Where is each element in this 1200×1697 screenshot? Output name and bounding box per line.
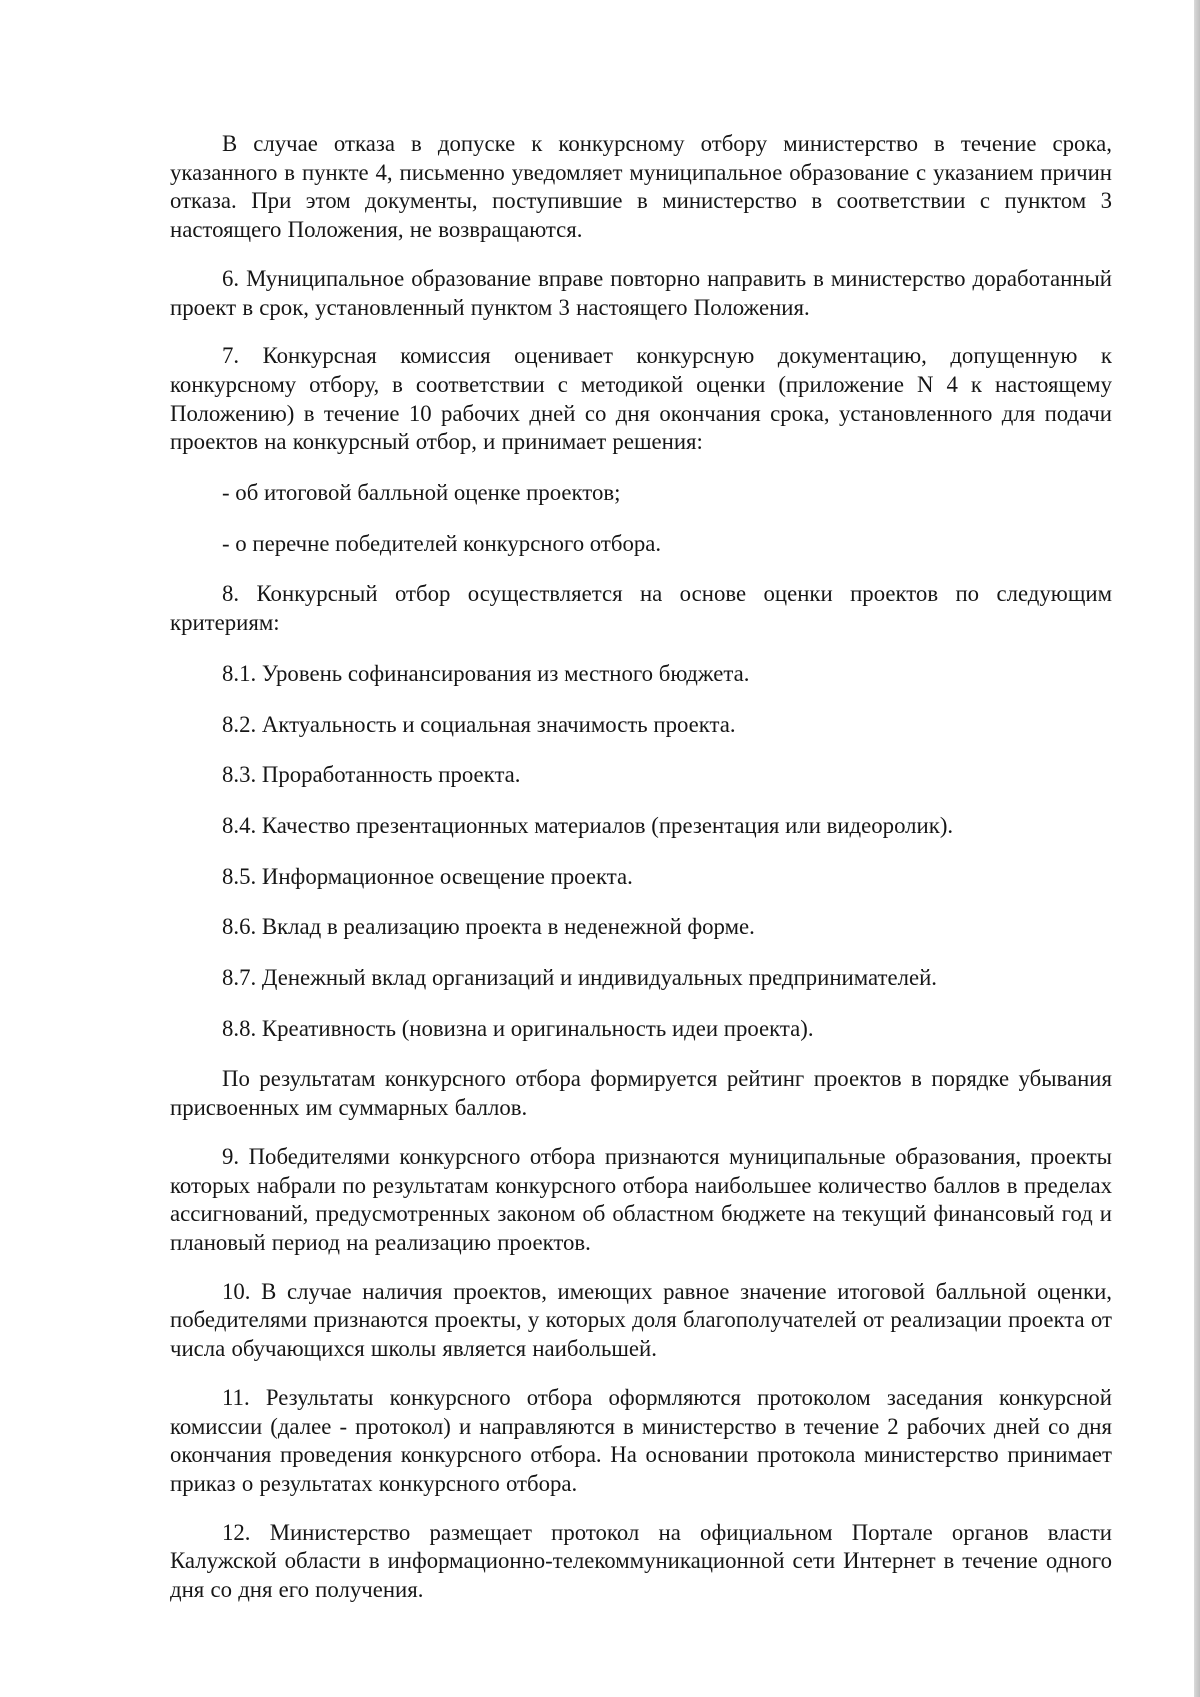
list-item-winners-list: - о перечне победителей конкурсного отбора. bbox=[222, 530, 662, 556]
paragraph-8-criteria-intro: 8. Конкурсный отбор осуществляется на основе оценки проектов по следующим критериям: bbox=[170, 581, 1112, 636]
paragraph-11-protocol: 11. Результаты конкурсного отбора оформляются протоколом заседания конкурсной комиссии (далее - протокол) и направляются в министерство в течение 2 рабочих дней со дня окончания проведения конкурсного отбора. На основании протокола министерство принимает приказ о результатах конкурсного отбора. bbox=[170, 1384, 1112, 1496]
criterion-8-3: 8.3. Проработанность проекта. bbox=[222, 762, 521, 788]
criterion-8-5: 8.5. Информационное освещение проекта. bbox=[222, 863, 633, 889]
criterion-8-7: 8.7. Денежный вклад организаций и индивидуальных предпринимателей. bbox=[222, 965, 937, 991]
criterion-8-1: 8.1. Уровень софинансирования из местного бюджета. bbox=[222, 660, 750, 686]
paragraph-refusal-notice: В случае отказа в допуске к конкурсному отбору министерство в течение срока, указанного в пункте 4, письменно уведомляет муниципальное образование с указанием причин отказа. При этом документы, поступившие в министерство в соответствии с пунктом 3 настоящего Положения, не возвращаются. bbox=[170, 131, 1112, 243]
criterion-8-6: 8.6. Вклад в реализацию проекта в неденежной форме. bbox=[222, 914, 755, 940]
criterion-8-8: 8.8. Креативность (новизна и оригинальность идеи проекта). bbox=[222, 1015, 814, 1041]
scan-edge-artifact bbox=[1194, 0, 1200, 1697]
list-item-final-score: - об итоговой балльной оценке проектов; bbox=[222, 480, 621, 506]
document-body bbox=[170, 130, 1112, 1605]
paragraph-9-winners: 9. Победителями конкурсного отбора признаются муниципальные образования, проекты которых набрали по результатам конкурсного отбора наибольшее количество баллов в пределах ассигнований, предусмотренных законом об областном бюджете на текущий финансовый год и плановый период на реализацию проектов. bbox=[170, 1143, 1112, 1255]
paragraph-7-commission-evaluation: 7. Конкурсная комиссия оценивает конкурсную документацию, допущенную к конкурсному отбору, в соответствии с методикой оценки (приложение N 4 к настоящему Положению) в течение 10 рабочих дней со дня окончания срока, установленного для подачи проектов на конкурсный отбор, и принимает решения: bbox=[170, 343, 1112, 455]
criterion-8-4: 8.4. Качество презентационных материалов (презентация или видеоролик). bbox=[222, 812, 954, 838]
criterion-8-2: 8.2. Актуальность и социальная значимость проекта. bbox=[222, 711, 736, 737]
paragraph-rating-formation: По результатам конкурсного отбора формируется рейтинг проектов в порядке убывания присвоенных им суммарных баллов. bbox=[170, 1066, 1112, 1121]
paragraph-10-tie-break: 10. В случае наличия проектов, имеющих равное значение итоговой балльной оценки, победителями признаются проекты, у которых доля благополучателей от реализации проекта от числа обучающихся школы является наибольшей. bbox=[170, 1278, 1112, 1362]
paragraph-6-resubmission: 6. Муниципальное образование вправе повторно направить в министерство доработанный проект в срок, установленный пунктом 3 настоящего Положения. bbox=[170, 265, 1112, 320]
paragraph-12-publication: 12. Министерство размещает протокол на официальном Портале органов власти Калужской области в информационно-телекоммуникационной сети Интернет в течение одного дня со дня его получения. bbox=[170, 1519, 1112, 1603]
